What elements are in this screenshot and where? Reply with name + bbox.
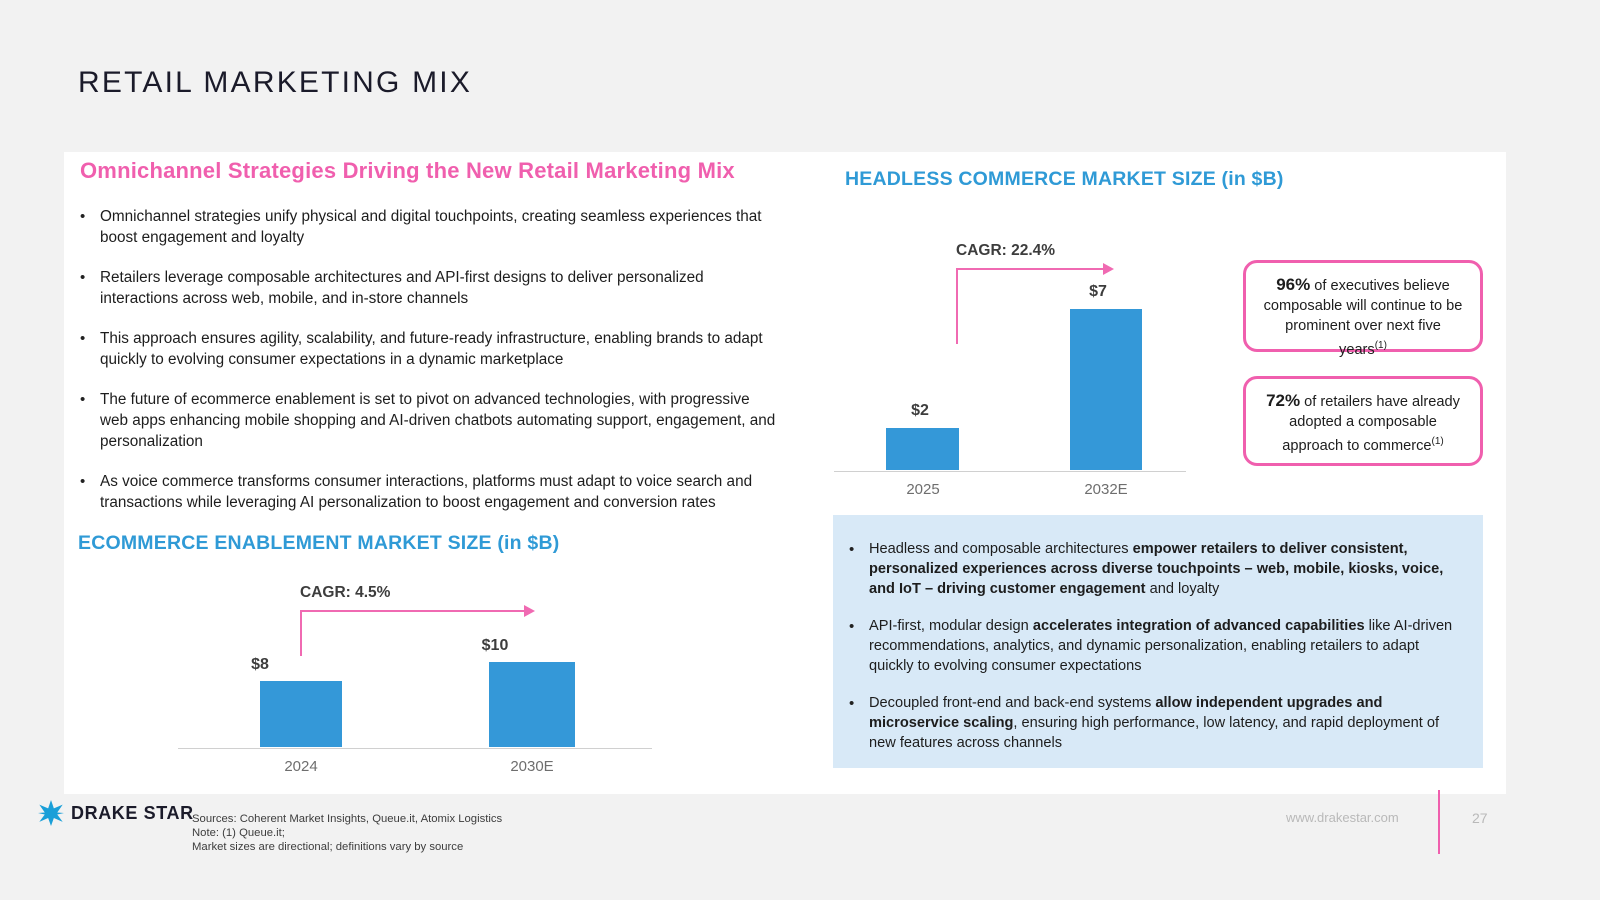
x-tick-label: 2024 [284, 758, 318, 775]
footer-divider [1438, 790, 1440, 854]
list-item-text: Headless and composable architectures empower retailers to deliver consistent, personalized experiences across diverse touchpoints – web, mobile, kiosks, voice, and IoT – driving customer engagement and loyalty [869, 541, 1444, 597]
cagr-arrow-stem-icon [300, 610, 302, 656]
headless-chart-heading: HEADLESS COMMERCE MARKET SIZE (in $B) [845, 168, 1284, 190]
cagr-arrow-stem-icon [956, 268, 958, 344]
cagr-arrow-line-icon [300, 610, 525, 612]
list-item-text: API-first, modular design accelerates integration of advanced capabilities like AI-driven recommendations, analytics, and dynamic personalization, enabling retailers to adapt quickly to evolving consumer expectations [869, 618, 1453, 674]
status-badge-retailers [1243, 376, 1483, 466]
callout-stat: 96% [1276, 275, 1311, 294]
bar-2024 [260, 681, 342, 747]
cagr-arrow-head-icon [524, 605, 535, 617]
bar-value-label: $2 [911, 402, 929, 419]
left-column [80, 158, 780, 532]
list-item-text: This approach ensures agility, scalability, and future-ready infrastructure, enabling brands to adapt quickly to evolving consumer expectations in a dynamic marketplace [100, 330, 763, 368]
list-item-text: Omnichannel strategies unify physical and digital touchpoints, creating seamless experiences that boost engagement and loyalty [100, 208, 762, 246]
bar-2030e [489, 662, 575, 747]
sources-note [192, 812, 502, 854]
status-badge-executives [1243, 260, 1483, 358]
list-item [849, 616, 1461, 676]
bullet-dot-icon: • [849, 695, 855, 712]
bar-2025 [886, 428, 959, 470]
list-item [849, 693, 1461, 753]
bullet-dot-icon: • [80, 269, 86, 286]
callout-stat: 72% [1266, 391, 1301, 410]
sources-line: Market sizes are directional; definitions vary by source [192, 841, 464, 853]
left-bullet-list [80, 206, 780, 513]
bar-2032e [1070, 309, 1142, 470]
bar-value-label: $7 [1089, 283, 1107, 300]
bullet-dot-icon: • [80, 473, 86, 490]
x-tick-label: 2032E [1084, 481, 1128, 498]
list-item-text: Decoupled front-end and back-end systems allow independent upgrades and microservice scaling, ensuring high performance, low latency, and rapid deployment of new features across channels [869, 695, 1440, 751]
list-item [80, 389, 780, 452]
sources-line: Note: (1) Queue.it; [192, 827, 285, 839]
x-axis [834, 471, 1186, 472]
list-item-text: Retailers leverage composable architectures and API-first designs to deliver personalized interactions across web, mobile, and in-store channels [100, 269, 704, 307]
left-heading: Omnichannel Strategies Driving the New Retail Marketing Mix [80, 158, 735, 183]
bullet-dot-icon: • [80, 391, 86, 408]
page-title: RETAIL MARKETING MIX [78, 66, 473, 99]
callout-footnote: (1) [1431, 436, 1444, 447]
list-item-text: The future of ecommerce enablement is set to pivot on advanced technologies, with progressive web apps enhancing mobile shopping and AI-driven chatbots automating support, engagement, and personalization [100, 391, 776, 450]
ecommerce-chart-heading: ECOMMERCE ENABLEMENT MARKET SIZE (in $B) [78, 532, 560, 554]
ecommerce-enablement-bar-chart [160, 576, 680, 791]
headless-commerce-bar-chart [830, 236, 1210, 501]
bar-value-label: $8 [251, 656, 269, 673]
x-axis [178, 748, 652, 749]
brand-logo [38, 800, 194, 826]
bullet-dot-icon: • [849, 618, 855, 635]
list-item [80, 206, 780, 248]
list-item-text: As voice commerce transforms consumer interactions, platforms must adapt to voice search and transactions while leveraging AI personalization to boost engagement and conversion rates [100, 473, 753, 511]
cagr-annotation: CAGR: 22.4% [956, 242, 1056, 259]
callout-text: of retailers have already adopted a composable approach to commerce [1282, 394, 1460, 454]
cagr-arrow-line-icon [956, 268, 1104, 270]
bullet-dot-icon: • [80, 330, 86, 347]
right-bullet-list [833, 515, 1483, 768]
list-item [80, 328, 780, 370]
cagr-annotation: CAGR: 4.5% [300, 584, 391, 601]
website-link[interactable]: www.drakestar.com [1286, 810, 1399, 825]
list-item [80, 471, 780, 513]
bullet-dot-icon: • [80, 208, 86, 225]
list-item [849, 539, 1461, 599]
bullet-dot-icon: • [849, 541, 855, 558]
star-icon [38, 800, 64, 826]
page-number: 27 [1472, 810, 1488, 826]
callout-text: of executives believe composable will continue to be prominent over next five years [1263, 278, 1463, 358]
x-tick-label: 2030E [510, 758, 554, 775]
list-item [80, 267, 780, 309]
bar-value-label: $10 [481, 637, 509, 654]
logo-label: DRAKE STAR [71, 802, 194, 823]
callout-footnote: (1) [1374, 340, 1387, 351]
x-tick-label: 2025 [906, 481, 940, 498]
cagr-arrow-head-icon [1103, 263, 1114, 275]
sources-line: Sources: Coherent Market Insights, Queue.it, Atomix Logistics [192, 813, 503, 825]
